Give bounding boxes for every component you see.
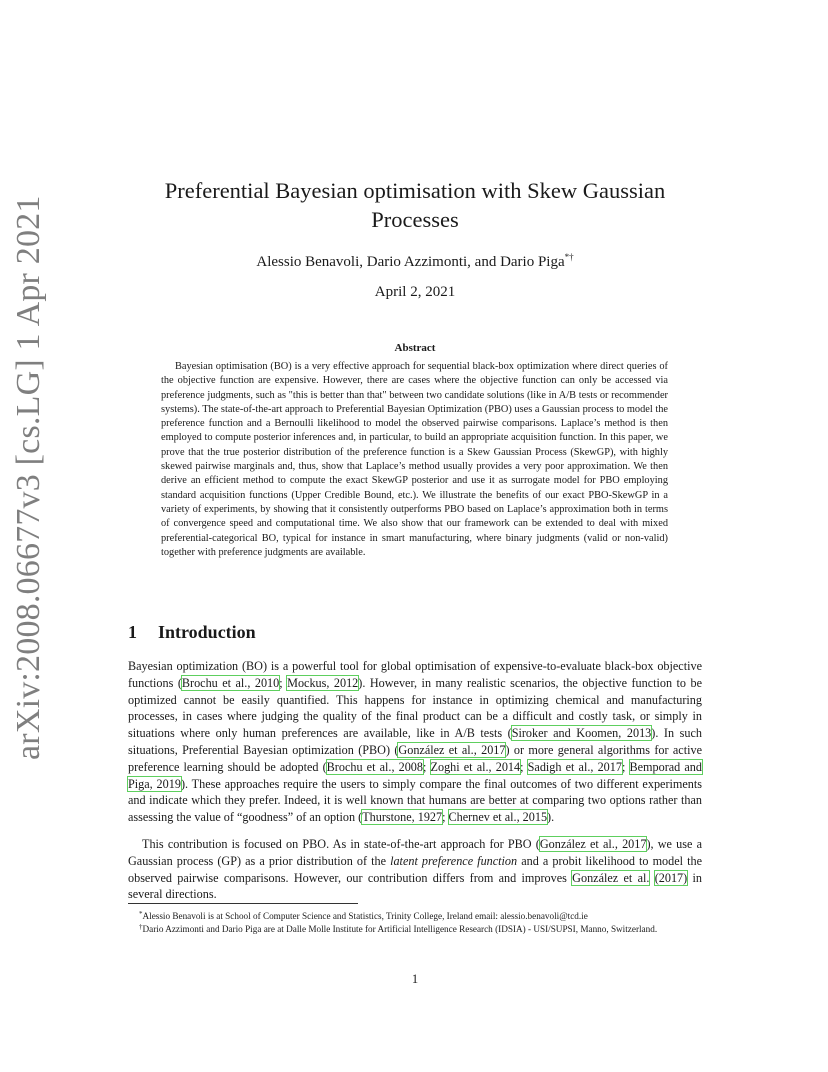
author-footnote-marks[interactable]: *† — [564, 252, 574, 262]
citation-link[interactable]: González et al., 2017 — [398, 742, 506, 757]
publication-date: April 2, 2021 — [374, 284, 456, 300]
text-run: ; — [520, 759, 528, 774]
author-line — [150, 252, 680, 271]
text-run: ; — [279, 675, 288, 690]
emphasized-term: latent preference function — [390, 853, 518, 868]
author-names: Alessio Benavoli, Dario Azzimonti, and Dario Piga — [256, 254, 565, 270]
section-number: 1 — [128, 622, 137, 642]
footnote-divider — [128, 903, 358, 904]
text-run: ), we use a Gaussian process (GP) as a prior distribution of the — [128, 837, 702, 868]
citation-link[interactable]: Chernev et al., 2015 — [448, 810, 548, 825]
text-run: ). These approaches require the users to simply compare the final outcomes of two different experiments and indicate which they prefer. Indeed, it is well known that humans are better at comparing two options rather than assessing the value of “goodness” of an option ( — [128, 776, 702, 825]
text-run: and a probit likelihood to model the observed pairwise comparisons. However, our contribution differs from and improves — [128, 853, 703, 885]
citation-link[interactable]: González et al., 2017 — [539, 837, 647, 851]
citation-link[interactable]: Brochu et al., 2008 — [326, 759, 423, 774]
citation-link[interactable]: Mockus, 2012 — [287, 675, 359, 690]
abstract-body: Bayesian optimisation (BO) is a very effective approach for sequential black-box optimization where direct queries of the objective function are expensive. However, there are cases where the objective function can only be accessed via preference judgments, such as "this is better than that" between two candidate solutions (like in A/B tests or recommender systems). The state-of-the-art approach to Preferential Bayesian Optimization (PBO) uses a Gaussian process to model the preference function and a Bernoulli likelihood to model the observed pairwise comparisons. Laplace’s method is then employed to compute posterior inferences and, in particular, to build an appropriate acquisition function. In this paper, we prove that the true posterior distribution of the preference function is a Skew Gaussian Process (SkewGP), with highly skewed pairwise marginals and, thus, show that Laplace’s method usually provides a very poor approximation. We then derive an efficient method to compute the exact SkewGP posterior and use it as surrogate model for PBO employing standard acquisition functions (Upper Credible Bound, etc.). We illustrate the benefits of our exact PBO-SkewGP in a variety of experiments, by showing that it consistently outperforms PBO based on Laplace’s approximation both in terms of convergence speed and computational time. We also show that our framework can be extended to deal with mixed preferential-categorical BO, typical for instance in smart manufacturing, where binary judgments (valid or non-valid) together with preference judgments are available. — [161, 361, 668, 558]
section-title: Introduction — [158, 622, 256, 642]
citation-link[interactable]: Sadigh et al., 2017 — [527, 759, 622, 774]
citation-link[interactable]: Siroker and Koomen, 2013 — [511, 726, 652, 741]
footnote-2 — [128, 921, 702, 935]
text-run: ) or more general algorithms for active preference learning should be adopted ( — [128, 742, 702, 774]
citation-link[interactable]: González et al. — [572, 870, 650, 885]
text-run: ; — [442, 810, 449, 825]
text-run: Bayesian optimization (BO) is a powerful tool for global optimisation of expensive-to-evaluate black-box objective functions ( — [128, 659, 702, 690]
page-number: 1 — [411, 972, 419, 986]
text-run: in several directions. — [128, 870, 702, 902]
section-heading — [128, 622, 256, 643]
citation-link[interactable]: Brochu et al., 2010 — [181, 675, 280, 690]
footnote-mark: * — [139, 910, 143, 918]
paper-title: Preferential Bayesian optimisation with Skew Gaussian Processes — [164, 178, 666, 232]
citation-link[interactable]: Zoghi et al., 2014 — [430, 759, 521, 774]
footnote-text: Dario Azzimonti and Dario Piga are at Dalle Molle Institute for Artificial Intelligence Research (IDSIA) - USI/SUPSI, Manno, Switzerland. — [142, 924, 658, 934]
citation-link[interactable]: Thurstone, 1927 — [362, 810, 443, 825]
citation-link[interactable]: (2017) — [654, 870, 688, 885]
text-run: ). However, in many realistic scenarios, the objective function to be optimized cannot be easily quantified. This happens for instance in optimizing chemical and manufacturing processes, in cases where judging the quality of the final product can be a difficult and costly task, or simply in situations where only human preferences are available, like in A/B tests ( — [128, 675, 702, 741]
footnote-text: Alessio Benavoli is at School of Computer Science and Statistics, Trinity College, Ireland email: alessio.benavoli@tcd.ie — [142, 911, 588, 921]
text-run: This contribution is focused on PBO. As in state-of-the-art approach for PBO ( — [142, 837, 540, 851]
intro-paragraph-2 — [128, 836, 702, 903]
footnote-1 — [128, 908, 702, 922]
footnote-mark: † — [139, 923, 143, 931]
citation-link[interactable]: Bemporad and Piga, 2019 — [128, 759, 702, 791]
abstract-heading: Abstract — [394, 342, 436, 354]
text-run: ; — [621, 759, 630, 774]
intro-paragraph-1 — [128, 658, 702, 826]
arxiv-identifier-stamp: arXiv:2008.06677v3 [cs.LG] 1 Apr 2021 — [10, 195, 47, 760]
text-run — [649, 871, 654, 885]
text-run: ). — [547, 810, 555, 825]
text-run: ; — [423, 759, 431, 774]
text-run: ). In such situations, Preferential Bayesian optimization (PBO) ( — [128, 726, 702, 757]
